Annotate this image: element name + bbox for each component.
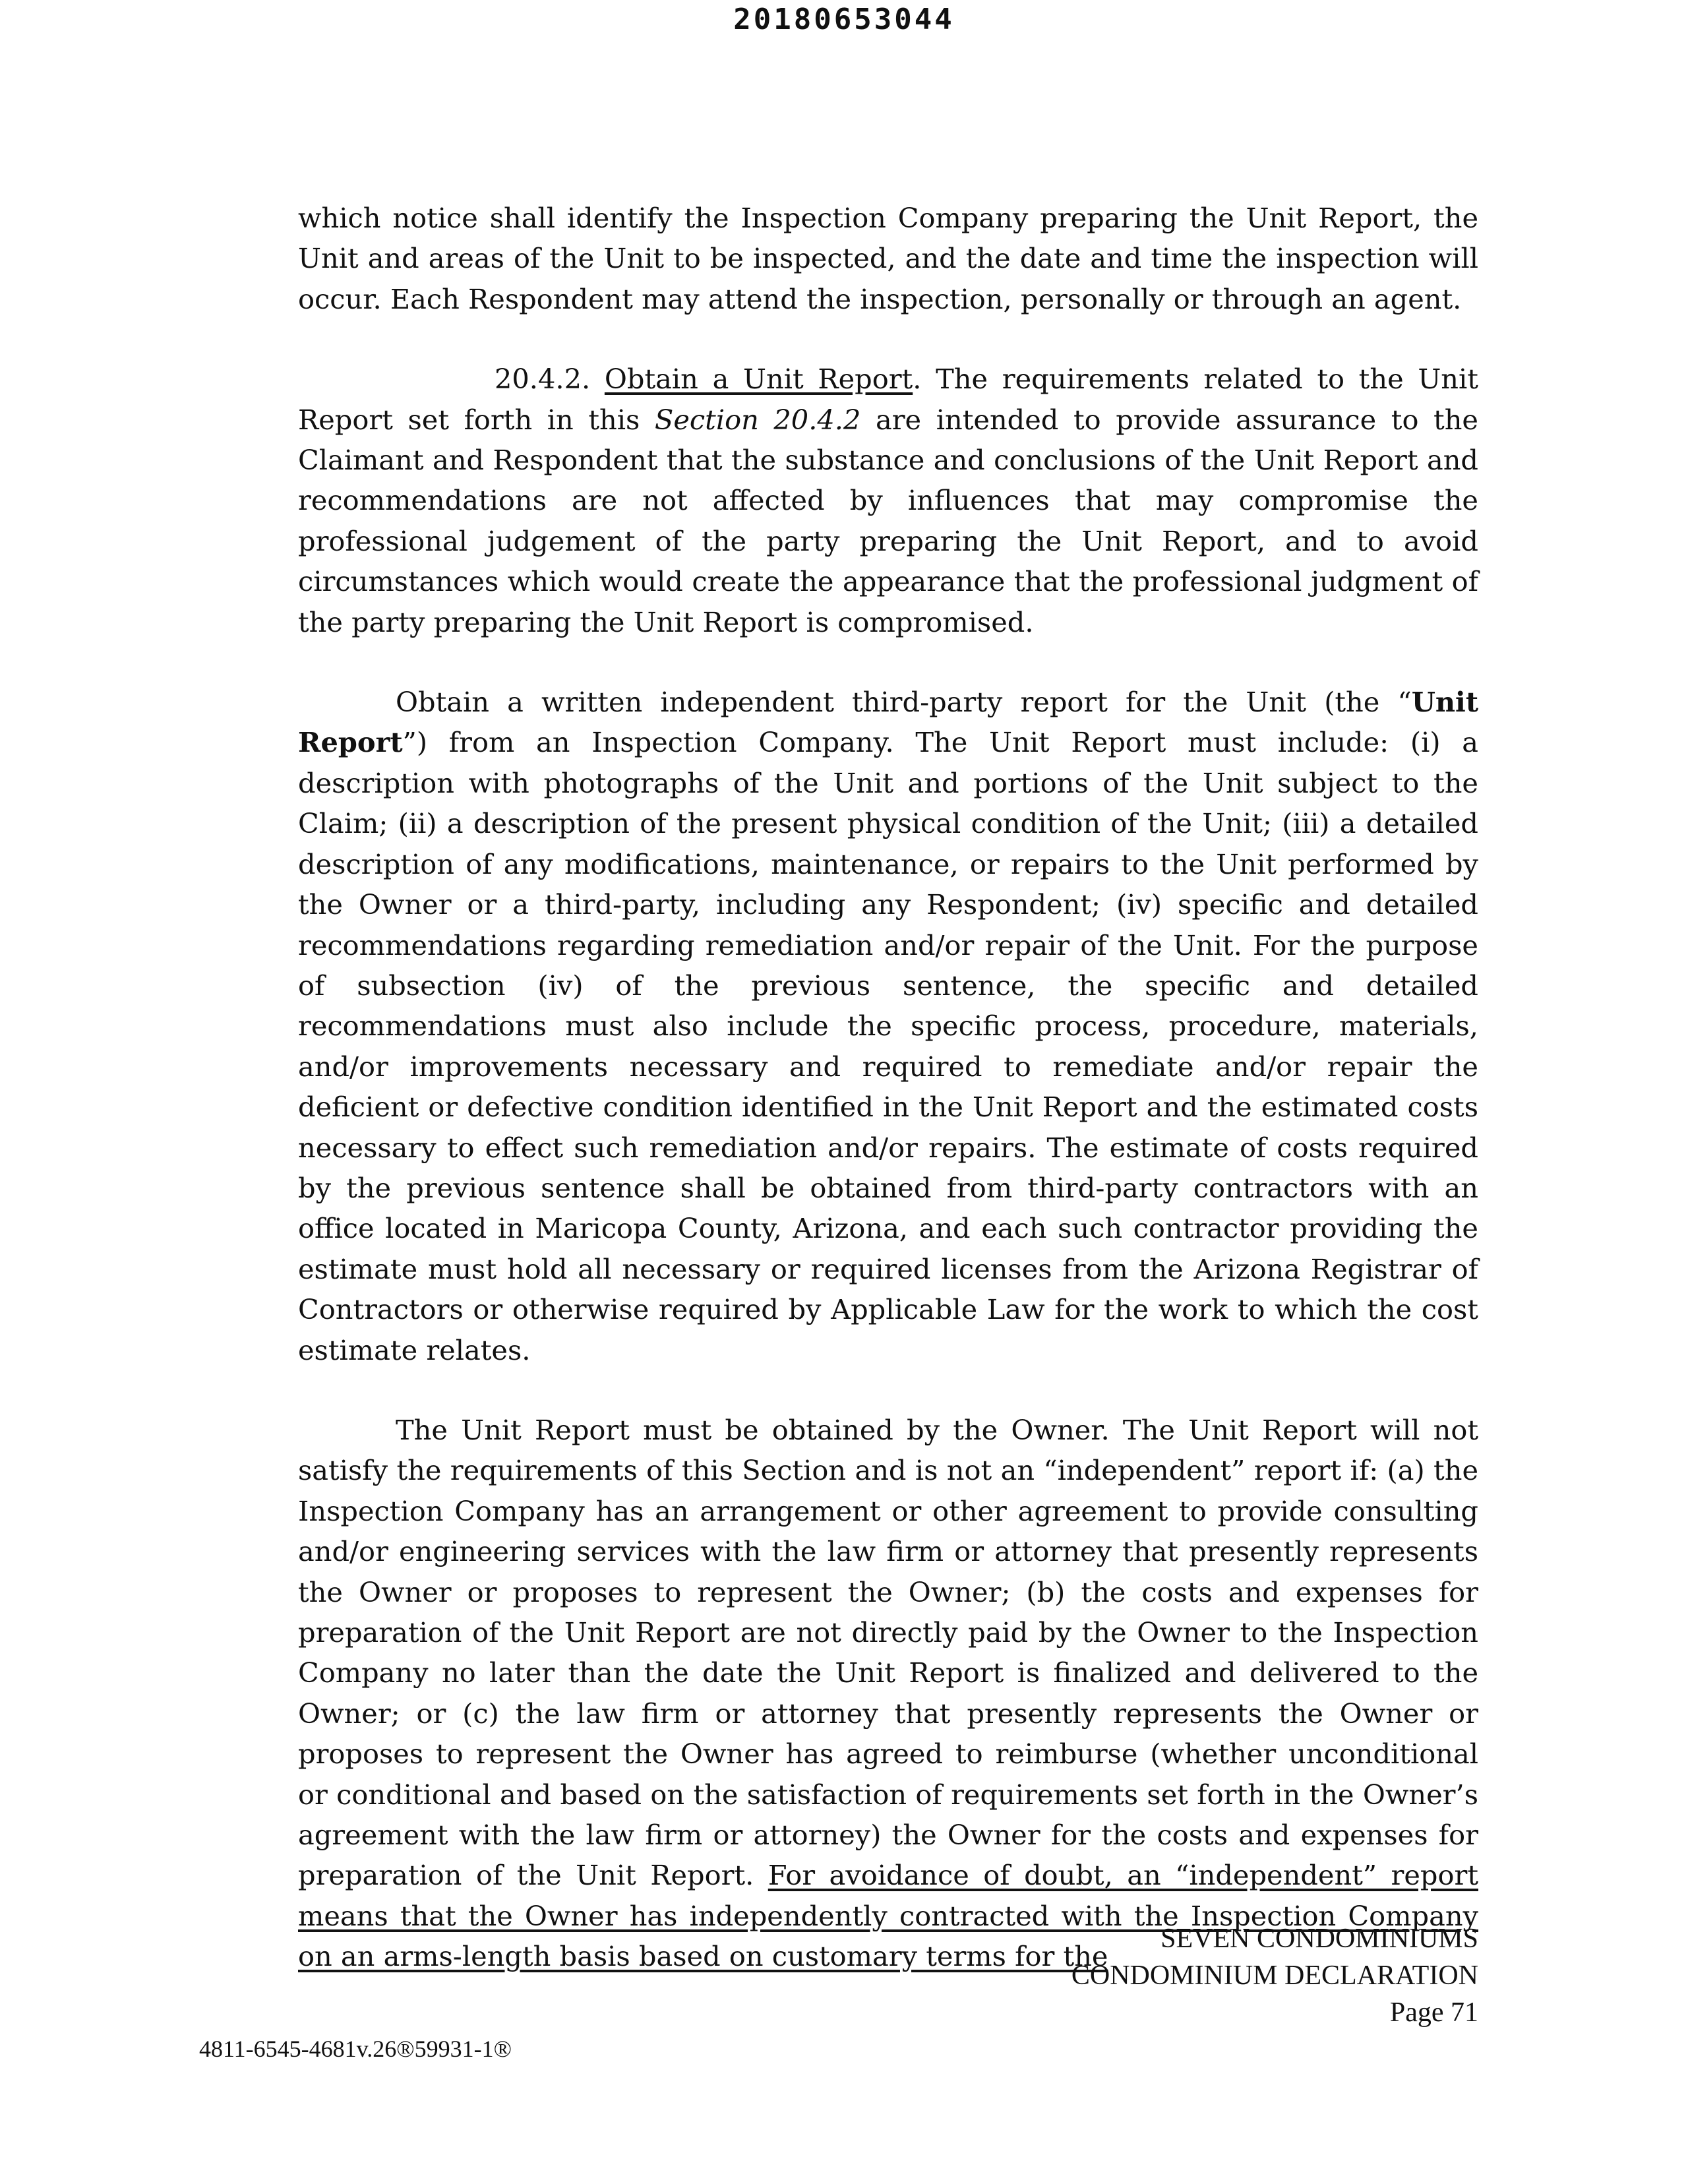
footer-project-name: SEVEN CONDOMINIUMS	[1160, 1924, 1478, 1954]
recording-number: 20180653044	[733, 3, 955, 36]
section-number: 20.4.2.	[495, 363, 591, 396]
section-text-b: are intended to provide assurance to the Claimant and Respondent that the substance and conclusions of the Unit Report and recommendations are not affected by influences that may compromise the professional judgement of the party preparing the Unit Report, and to avoid circumstances which would create the appearance that the professional judgment of the party preparing the Unit Report is compromised.	[298, 403, 1478, 638]
requirements-text-a: Obtain a written independent third-party report for the Unit (the “	[396, 686, 1412, 719]
paragraph-notice-continuation: which notice shall identify the Inspection Company preparing the Unit Report, the Unit and areas of the Unit to be inspected, and the date and time the inspection will occur. Each Respondent may attend the inspection, personally or through an agent.	[298, 202, 1478, 315]
independent-text-a: The Unit Report must be obtained by the Owner. The Unit Report will not satisfy the requirements of this Section and is not an “independent” report if: (a) the Inspection Company has an arrangement or other agreement to provide consulting and/or engineering services with the law firm or attorney that presently represents the Owner or proposes to represent the Owner; (b) the costs and expenses for preparation of the Unit Report are not directly paid by the Owner to the Inspection Company no later than the date the Unit Report is finalized and delivered to the Owner; or (c) the law firm or attorney that presently represents the Owner or proposes to represent the Owner has agreed to reimburse (whether unconditional or conditional and based on the satisfaction of requirements set forth in the Owner’s agreement with the law firm or attorney) the Owner for the costs and expenses for preparation of the Unit Report.	[298, 1413, 1478, 1892]
footer-document-title: CONDOMINIUM DECLARATION	[1071, 1960, 1478, 1991]
paragraph-unit-report-requirements	[298, 682, 1478, 1370]
defined-term-unit-report: Unit Report	[298, 686, 1478, 759]
document-body	[298, 198, 1478, 2017]
section-text-a: . The requirements related to the Unit Report set forth in this	[298, 363, 1478, 436]
independent-underlined-text: For avoidance of doubt, an “independent” report means that the Owner has independently contracted with the Inspection Company on an arms-length basis based on customary terms for the	[298, 1859, 1478, 1973]
section-reference: Section 20.4.2	[654, 403, 861, 436]
requirements-text-b: ”) from an Inspection Company. The Unit Report must include: (i) a description with photographs of the Unit and portions of the Unit subject to the Claim; (ii) a description of the present physical condition of the Unit; (iii) a detailed description of any modifications, maintenance, or repairs to the Unit performed by the Owner or a third-party, including any Respondent; (iv) specific and detailed recommendations regarding remediation and/or repair of the Unit. For the purpose of subsection (iv) of the previous sentence, the specific and detailed recommendations must also include the specific process, procedure, materials, and/or improvements necessary and required to remediate and/or repair the deficient or defective condition identified in the Unit Report and the estimated costs necessary to effect such remediation and/or repairs. The estimate of costs required by the previous sentence shall be obtained from third-party contractors with an office located in Maricopa County, Arizona, and each such contractor providing the estimate must hold all necessary or required licenses from the Arizona Registrar of Contractors or otherwise required by Applicable Law for the work to which the cost estimate relates.	[298, 726, 1478, 1366]
document-id: 4811-6545-4681v.26®59931-1®	[199, 2036, 512, 2062]
paragraph-20-4-2	[298, 359, 1478, 642]
page-footer	[1071, 1920, 1478, 2031]
paragraph-independent-report	[298, 1410, 1478, 1977]
page-number: Page 71	[1389, 1997, 1478, 2028]
section-heading: Obtain a Unit Report	[604, 363, 913, 396]
